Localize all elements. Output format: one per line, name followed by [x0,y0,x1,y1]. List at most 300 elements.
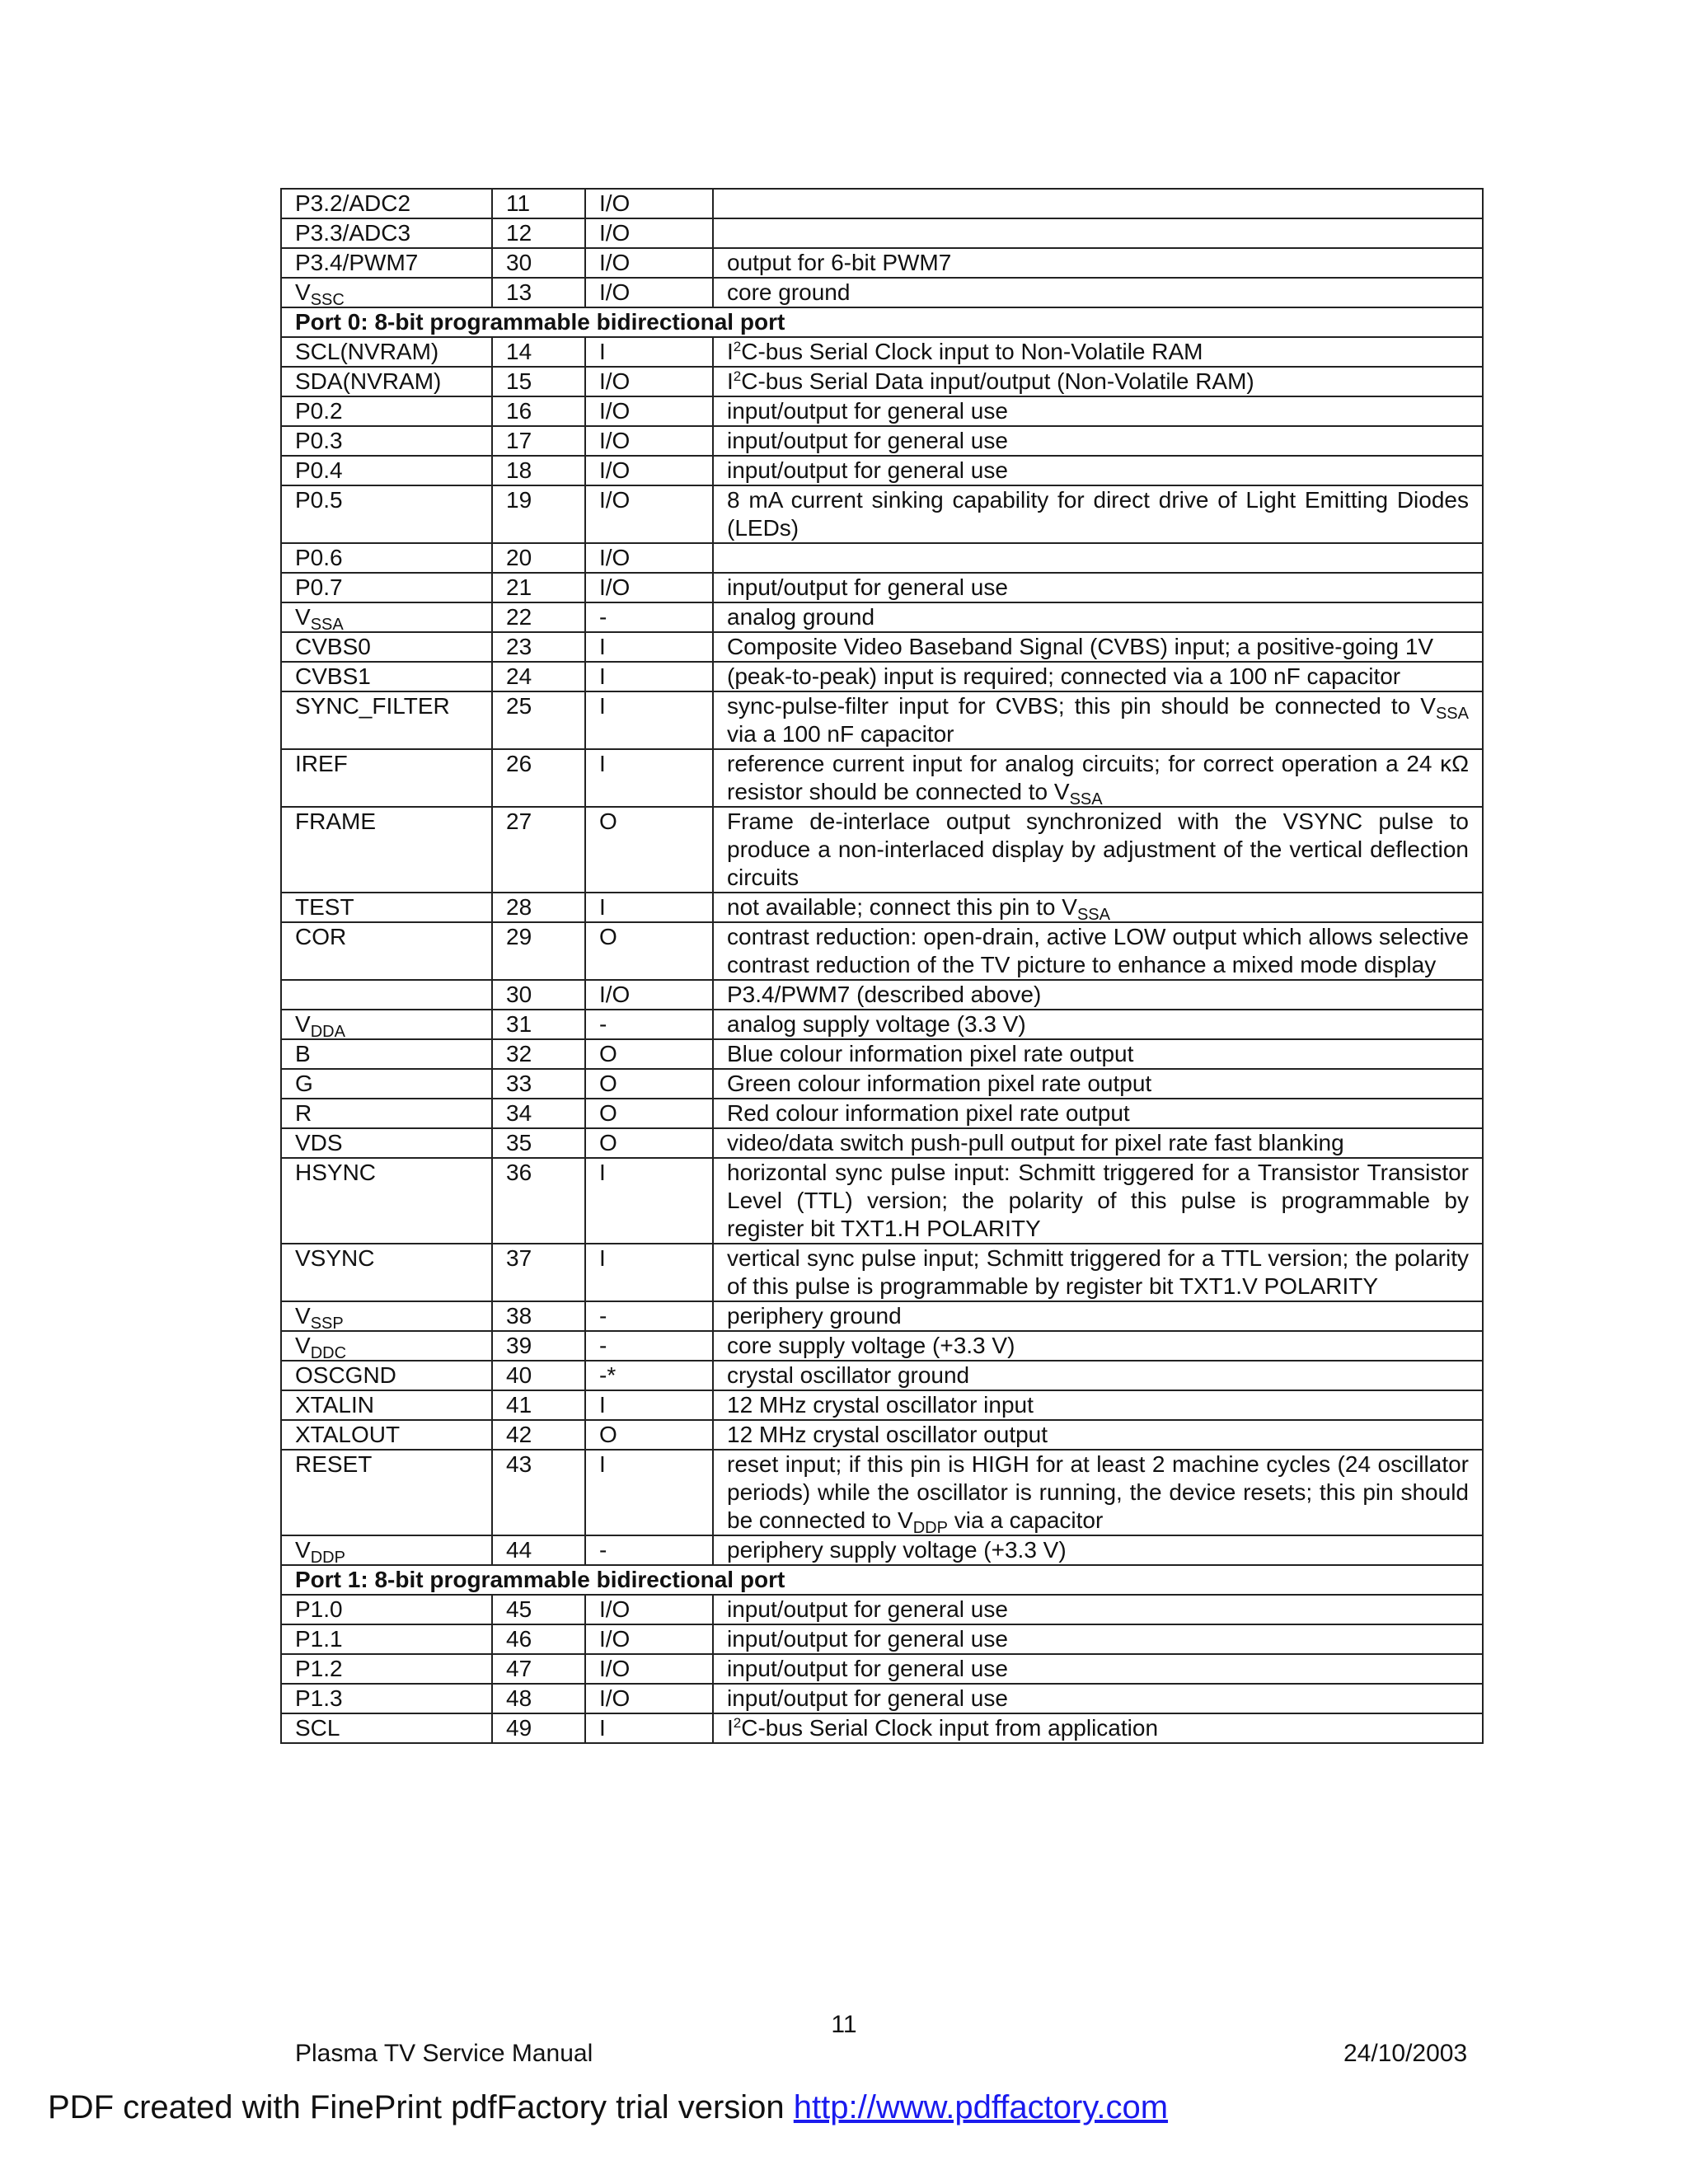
pin-description-cell [713,1713,1483,1743]
pin-number: 11 [492,189,585,218]
description-suffix: via a 100 nF capacitor [727,721,954,747]
pin-symbol-subscript: SSP [310,1315,344,1333]
pin-symbol: R [295,1100,312,1126]
pin-description: input/output for general use [727,428,1008,453]
pin-symbol: P0.5 [295,487,343,513]
pin-type: I [585,1713,713,1743]
table-row [281,1331,1483,1361]
pin-number: 29 [492,922,585,980]
pin-description-cell [713,1654,1483,1684]
pin-description-cell [713,278,1483,307]
pin-symbol: P1.0 [295,1596,343,1622]
pin-number: 20 [492,543,585,573]
pin-symbol: VDS [295,1130,343,1155]
pin-symbol-cell [281,1624,492,1654]
table-row [281,749,1483,807]
pin-symbol-cell [281,1361,492,1390]
table-row [281,1654,1483,1684]
table-row [281,602,1483,632]
pin-description: input/output for general use [727,574,1008,600]
table-row [281,1128,1483,1158]
table-row [281,426,1483,456]
pin-symbol-subscript: DDA [310,1023,345,1041]
pin-symbol: V [295,604,311,630]
pin-symbol: TEST [295,894,354,920]
pin-number: 49 [492,1713,585,1743]
pin-description: input/output for general use [727,1596,1008,1622]
pin-type: I/O [585,426,713,456]
pin-description-cell [713,980,1483,1010]
pin-symbol: XTALOUT [295,1422,401,1447]
pin-number: 45 [492,1595,585,1624]
table-row [281,1595,1483,1624]
pin-description: not available; connect this pin to V [727,894,1077,920]
pin-description: input/output for general use [727,457,1008,483]
pin-type: I/O [585,218,713,248]
pin-symbol-subscript: DDP [310,1549,345,1567]
pin-symbol: COR [295,924,347,949]
pin-symbol: P1.3 [295,1685,343,1711]
pin-description: 12 MHz crystal oscillator output [727,1422,1048,1447]
pin-number: 24 [492,662,585,691]
table-row [281,1450,1483,1535]
pin-symbol-cell [281,543,492,573]
pin-number: 27 [492,807,585,893]
pin-description-cell [713,662,1483,691]
pin-symbol-cell [281,1301,492,1331]
watermark-link[interactable]: http://www.pdffactory.com [793,2089,1169,2125]
table-row [281,1069,1483,1099]
table-row [281,922,1483,980]
table-row [281,367,1483,396]
pin-type: I [585,749,713,807]
pin-symbol-cell [281,367,492,396]
pin-symbol: SCL [295,1715,340,1741]
table-row [281,278,1483,307]
pin-symbol-cell [281,1713,492,1743]
pin-type: I/O [585,1595,713,1624]
pin-description: C-bus Serial Clock input to Non-Volatile RAM [741,339,1203,364]
pin-description: analog ground [727,604,875,630]
pin-type: O [585,1420,713,1450]
pin-description: reference current input for analog circuits; for correct operation a 24 κΩ resistor should be connected to V [727,751,1469,804]
page-number: 11 [831,2011,857,2038]
description-prefix: I [727,339,734,364]
pin-symbol: XTALIN [295,1392,374,1418]
pin-description-cell [713,1099,1483,1128]
pin-symbol-cell [281,426,492,456]
pin-symbol: P0.7 [295,574,343,600]
pin-number: 15 [492,367,585,396]
pin-symbol-cell [281,1684,492,1713]
pin-number: 38 [492,1301,585,1331]
table-row [281,248,1483,278]
pin-description-cell [713,893,1483,922]
pin-description-cell [713,1535,1483,1565]
table-row [281,980,1483,1010]
description-superscript: 2 [733,339,742,354]
pin-symbol: P0.2 [295,398,343,424]
pin-symbol: RESET [295,1451,373,1477]
table-row [281,456,1483,485]
pin-number: 32 [492,1039,585,1069]
pin-symbol-cell [281,485,492,543]
pin-number: 16 [492,396,585,426]
pin-symbol-subscript: SSC [310,291,345,309]
pin-symbol-cell [281,248,492,278]
pin-description-cell [713,807,1483,893]
pin-number: 46 [492,1624,585,1654]
pin-description-cell [713,1301,1483,1331]
pin-number: 22 [492,602,585,632]
pin-description: core ground [727,279,851,305]
pin-symbol: G [295,1071,313,1096]
pin-description: input/output for general use [727,398,1008,424]
pin-type: - [585,1301,713,1331]
pin-symbol-cell [281,1069,492,1099]
pin-symbol: VSYNC [295,1245,375,1271]
pin-type: I/O [585,1624,713,1654]
pin-symbol: IREF [295,751,348,776]
pin-symbol: P1.2 [295,1656,343,1681]
table-row [281,573,1483,602]
pin-symbol-cell [281,573,492,602]
pin-symbol: P3.2/ADC2 [295,190,411,216]
pin-description: C-bus Serial Clock input from application [741,1715,1159,1741]
pin-symbol-cell [281,1535,492,1565]
pin-description-cell [713,337,1483,367]
pin-symbol-cell [281,189,492,218]
pin-symbol: V [295,1333,311,1358]
pin-number: 30 [492,980,585,1010]
pin-symbol: OSCGND [295,1362,396,1388]
pin-type: I/O [585,543,713,573]
pin-symbol: SYNC_FILTER [295,693,450,719]
pin-description: horizontal sync pulse input: Schmitt triggered for a Transistor Transistor Level (TTL) version; the polarity of this pulse is programmable by register bit TXT1.H POLARITY [727,1160,1469,1241]
pin-number: 37 [492,1244,585,1301]
pin-symbol: V [295,279,311,305]
table-row [281,1158,1483,1244]
watermark-text: PDF created with FinePrint pdfFactory trial version [48,2089,794,2125]
pin-type: I [585,1450,713,1535]
pin-description: Blue colour information pixel rate output [727,1041,1134,1066]
pin-symbol-cell [281,1390,492,1420]
pin-number: 43 [492,1450,585,1535]
pin-description: 12 MHz crystal oscillator input [727,1392,1034,1418]
table-row [281,1010,1483,1039]
pin-description-cell [713,1390,1483,1420]
description-superscript: 2 [733,368,742,384]
table-row [281,632,1483,662]
pin-description-cell [713,396,1483,426]
pin-description: contrast reduction: open-drain, active LOW output which allows selective contrast reduction of the TV picture to enhance a mixed mode display [727,924,1469,977]
pin-number: 44 [492,1535,585,1565]
pin-description-cell [713,218,1483,248]
pin-number: 17 [492,426,585,456]
pin-symbol-subscript: DDC [310,1344,347,1362]
footer-title: Plasma TV Service Manual [295,2040,593,2067]
pin-description: video/data switch push-pull output for pixel rate fast blanking [727,1130,1344,1155]
table-row [281,1301,1483,1331]
pin-description-cell [713,922,1483,980]
pin-description-cell [713,691,1483,749]
pin-description: sync-pulse-filter input for CVBS; this pin should be connected to V [727,693,1436,719]
pin-symbol-cell [281,1099,492,1128]
pin-symbol-cell [281,1331,492,1361]
pin-type: - [585,1010,713,1039]
pin-description: input/output for general use [727,1685,1008,1711]
pin-type: I [585,337,713,367]
pin-type: I/O [585,396,713,426]
pin-symbol: P0.4 [295,457,343,483]
table-row [281,1244,1483,1301]
pin-description-cell [713,1450,1483,1535]
pin-type: I/O [585,248,713,278]
pin-number: 18 [492,456,585,485]
pin-number: 42 [492,1420,585,1450]
pin-description: 8 mA current sinking capability for direct drive of Light Emitting Diodes (LEDs) [727,487,1469,541]
pin-symbol-cell [281,632,492,662]
pin-number: 12 [492,218,585,248]
pin-description-cell [713,1010,1483,1039]
table-row [281,1535,1483,1565]
pin-description-cell [713,456,1483,485]
pin-description-cell [713,189,1483,218]
pin-symbol: SDA(NVRAM) [295,368,442,394]
pin-type: -* [585,1361,713,1390]
pin-description-cell [713,749,1483,807]
pin-symbol-cell [281,218,492,248]
section-header-row [281,307,1483,337]
pin-description-cell [713,1595,1483,1624]
pin-type: I/O [585,189,713,218]
pin-description-cell [713,1244,1483,1301]
pin-description-cell [713,1331,1483,1361]
pin-symbol: P1.1 [295,1626,343,1652]
description-prefix: I [727,368,734,394]
pin-description-cell [713,1624,1483,1654]
table-row [281,1361,1483,1390]
pin-number: 30 [492,248,585,278]
pin-number: 39 [492,1331,585,1361]
table-row [281,1713,1483,1743]
pin-symbol-cell [281,396,492,426]
pin-description-table [280,188,1484,1744]
pin-symbol-cell [281,662,492,691]
pin-symbol-cell [281,691,492,749]
pin-description: vertical sync pulse input; Schmitt triggered for a TTL version; the polarity of this pulse is programmable by register bit TXT1.V POLARITY [727,1245,1469,1299]
pin-number: 19 [492,485,585,543]
pin-type: O [585,807,713,893]
pin-symbol-cell [281,807,492,893]
pin-number: 26 [492,749,585,807]
pin-type: O [585,1069,713,1099]
pdf-watermark [48,2089,1168,2126]
pin-description-cell [713,248,1483,278]
table-row [281,1390,1483,1420]
pin-type: O [585,922,713,980]
pin-symbol: V [295,1303,311,1329]
pin-symbol: FRAME [295,808,376,834]
pin-type: I/O [585,485,713,543]
pin-description: (peak-to-peak) input is required; connected via a 100 nF capacitor [727,663,1401,689]
table-row [281,337,1483,367]
pin-description-cell [713,632,1483,662]
table-row [281,218,1483,248]
section-title: Port 0: 8-bit programmable bidirectional port [281,307,1483,337]
pin-type: - [585,602,713,632]
pin-number: 13 [492,278,585,307]
table-row [281,691,1483,749]
pin-symbol: B [295,1041,311,1066]
pin-description-cell [713,1039,1483,1069]
table-row [281,1420,1483,1450]
pin-symbol-cell [281,1010,492,1039]
table-row [281,543,1483,573]
pin-type: I/O [585,573,713,602]
pin-symbol-cell [281,278,492,307]
pin-symbol: V [295,1537,311,1563]
pin-type: I [585,691,713,749]
pin-description: Frame de-interlace output synchronized with the VSYNC pulse to produce a non-interlaced display by adjustment of the vertical deflection circuits [727,808,1469,890]
pin-description: reset input; if this pin is HIGH for at least 2 machine cycles (24 oscillator periods) while the oscillator is running, the device resets; this pin should be connected to V [727,1451,1469,1533]
pin-symbol: CVBS0 [295,634,371,659]
pin-number: 28 [492,893,585,922]
pin-description-cell [713,602,1483,632]
pin-number: 21 [492,573,585,602]
pin-number: 34 [492,1099,585,1128]
pin-symbol-cell [281,1244,492,1301]
description-suffix: via a capacitor [947,1507,1104,1533]
table-row [281,1624,1483,1654]
pin-description: analog supply voltage (3.3 V) [727,1011,1026,1037]
pin-symbol-cell [281,1595,492,1624]
pin-type: I/O [585,367,713,396]
pin-symbol: P0.6 [295,545,343,570]
pin-type: I/O [585,278,713,307]
description-subscript: SSA [1076,906,1110,924]
pin-description-cell [713,1158,1483,1244]
table-row [281,1039,1483,1069]
pin-symbol-cell [281,456,492,485]
pin-symbol-cell [281,749,492,807]
pin-number: 33 [492,1069,585,1099]
section-header-row [281,1565,1483,1595]
pin-number: 36 [492,1158,585,1244]
table-row [281,1099,1483,1128]
pin-number: 40 [492,1361,585,1390]
table-row [281,1684,1483,1713]
section-title: Port 1: 8-bit programmable bidirectional port [281,1565,1483,1595]
pin-description-cell [713,543,1483,573]
pin-type: O [585,1039,713,1069]
pin-symbol: CVBS1 [295,663,371,689]
pin-description-cell [713,367,1483,396]
pin-symbol-cell [281,337,492,367]
pin-symbol-cell [281,1654,492,1684]
pin-symbol-subscript: SSA [310,616,344,634]
pin-description-cell [713,573,1483,602]
pin-description: input/output for general use [727,1626,1008,1652]
pin-description: periphery ground [727,1303,902,1329]
pin-symbol-cell [281,980,492,1010]
pin-description-cell [713,1361,1483,1390]
pin-type: O [585,1128,713,1158]
pin-type: I [585,1390,713,1420]
pin-type: I/O [585,456,713,485]
table-row [281,662,1483,691]
pin-description-cell [713,485,1483,543]
pin-symbol: V [295,1011,311,1037]
pin-symbol-cell [281,1128,492,1158]
pin-number: 48 [492,1684,585,1713]
pin-symbol-cell [281,1158,492,1244]
pin-type: I/O [585,1654,713,1684]
table-row [281,893,1483,922]
footer-date: 24/10/2003 [1343,2040,1468,2067]
pin-description-cell [713,426,1483,456]
pin-type: I [585,1244,713,1301]
pin-number: 25 [492,691,585,749]
pin-description: Green colour information pixel rate output [727,1071,1152,1096]
pin-type: I [585,893,713,922]
pin-number: 14 [492,337,585,367]
pin-number: 47 [492,1654,585,1684]
pin-type: - [585,1331,713,1361]
pin-number: 23 [492,632,585,662]
pin-description: crystal oscillator ground [727,1362,970,1388]
pin-symbol-cell [281,922,492,980]
pin-number: 35 [492,1128,585,1158]
pin-symbol-cell [281,602,492,632]
pin-description: output for 6-bit PWM7 [727,250,952,275]
pin-number: 41 [492,1390,585,1420]
pin-symbol-cell [281,1039,492,1069]
table-row [281,189,1483,218]
pin-description: P3.4/PWM7 (described above) [727,982,1042,1007]
pin-number: 31 [492,1010,585,1039]
pin-symbol: P3.3/ADC3 [295,220,411,246]
pin-description-cell [713,1069,1483,1099]
pin-type: - [585,1535,713,1565]
description-subscript: SSA [1069,790,1103,808]
pin-description: C-bus Serial Data input/output (Non-Volatile RAM) [741,368,1254,394]
pin-type: I [585,662,713,691]
pin-symbol: P3.4/PWM7 [295,250,419,275]
pin-symbol: P0.3 [295,428,343,453]
pin-description: core supply voltage (+3.3 V) [727,1333,1015,1358]
description-subscript: DDP [912,1519,948,1537]
pin-type: I [585,632,713,662]
pin-description: input/output for general use [727,1656,1008,1681]
table-row [281,485,1483,543]
pin-description-cell [713,1420,1483,1450]
pin-description: Composite Video Baseband Signal (CVBS) input; a positive-going 1V [727,634,1434,659]
pin-description: periphery supply voltage (+3.3 V) [727,1537,1067,1563]
pin-type: I/O [585,980,713,1010]
pin-symbol-cell [281,1450,492,1535]
description-superscript: 2 [733,1715,742,1731]
table-row [281,396,1483,426]
pin-description-cell [713,1684,1483,1713]
pin-description-cell [713,1128,1483,1158]
pin-symbol: SCL(NVRAM) [295,339,439,364]
pin-table-body [281,189,1483,1743]
description-subscript: SSA [1435,705,1469,723]
table-row [281,807,1483,893]
pin-type: O [585,1099,713,1128]
pin-type: I [585,1158,713,1244]
